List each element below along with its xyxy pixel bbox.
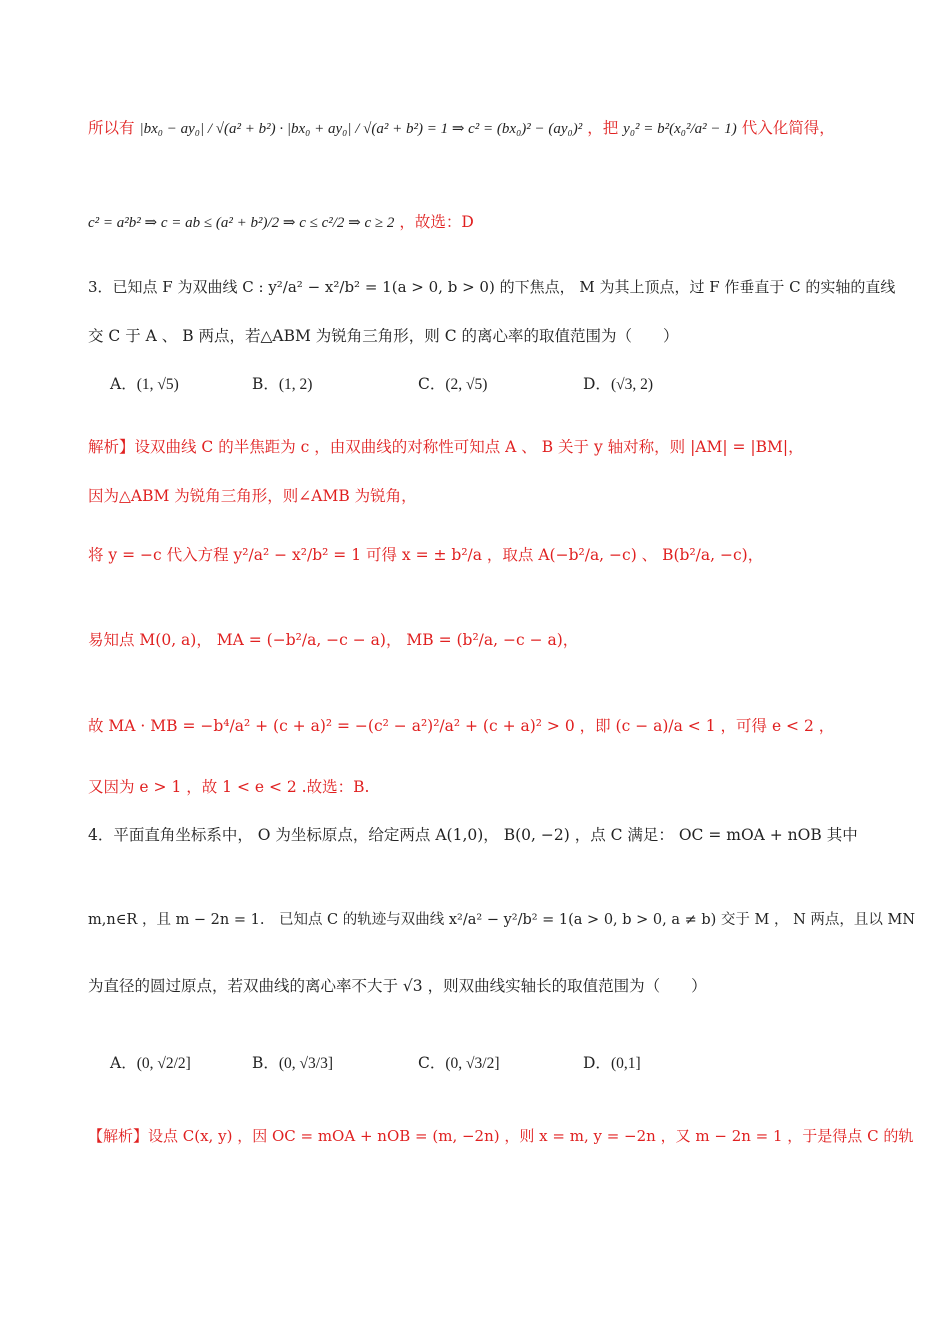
q3-stem-line1: 3．已知点 F 为双曲线 C : y²/a² − x²/b² = 1(a > 0, b > 0) 的下焦点， M 为其上顶点，过 F 作垂直于 C 的实轴的直线 <box>88 278 896 296</box>
q4-stem-line2: m,n∈R ，且 m − 2n = 1. 已知点 C 的轨迹与双曲线 x²/a² − y²/b² = 1(a > 0, b > 0, a ≠ b) 交于 M ， N 两点，且以 MN <box>88 912 916 928</box>
q4-option-d[interactable] <box>583 1051 641 1073</box>
p2-line2-formula: c² = a²b² ⇒ c = ab ≤ (a² + b²)/2 ⇒ c ≤ c²/2 ⇒ c ≥ 2 <box>88 215 395 231</box>
q3-option-b-label: B． <box>252 375 279 393</box>
p2-line1-formula: |bx₀ − ay₀| / √(a² + b²) · |bx₀ + ay₀| / √(a² + b²) = 1 ⇒ c² = (bx₀)² − (ay₀)² <box>139 121 583 137</box>
q4-option-a-value: (0, √2/2] <box>136 1055 191 1072</box>
q3-option-c-value: (2, √5) <box>445 376 488 393</box>
p2-line1-prefix: 所以有 <box>88 119 135 137</box>
q3-solution-line4: 易知点 M(0, a)， MA = (−b²/a, −c − a)， MB = (b²/a, −c − a)， <box>88 631 579 649</box>
q3-option-b-value: (1, 2) <box>278 376 313 393</box>
q3-option-d-value: (√3, 2) <box>610 376 654 393</box>
q4-option-c[interactable] <box>418 1051 500 1073</box>
q3-solution-line6: 又因为 e > 1 ，故 1 < e < 2 .故选：B. <box>88 778 370 796</box>
q3-option-a[interactable] <box>110 372 179 394</box>
q4-option-a[interactable] <box>110 1051 191 1073</box>
q3-option-c-label: C． <box>418 375 446 393</box>
q4-option-a-label: A． <box>110 1054 137 1072</box>
q4-stem-line1: 4．平面直角坐标系中， O 为坐标原点，给定两点 A(1,0)， B(0, −2) ，点 C 满足： OC = mOA + nOB 其中 <box>88 826 858 844</box>
q3-solution-line1: 解析】设双曲线 C 的半焦距为 c ，由双曲线的对称性可知点 A 、 B 关于 y 轴对称，则 |AM| = |BM|， <box>88 438 804 456</box>
q3-solution-line3: 将 y = −c 代入方程 y²/a² − x²/b² = 1 可得 x = ± b²/a ，取点 A(−b²/a, −c) 、 B(b²/a, −c)， <box>88 546 764 564</box>
q3-option-a-value: (1, √5) <box>136 376 179 393</box>
q3-option-b[interactable] <box>252 372 312 394</box>
q4-solution-line1: 【解析】设点 C(x, y) ，因 OC = mOA + nOB = (m, −2n) ，则 x = m, y = −2n ，又 m − 2n = 1 ，于是得点 C 的轨 <box>88 1127 914 1145</box>
q4-option-c-value: (0, √3/2] <box>445 1055 500 1072</box>
p2-line2-suffix: ，故选：D <box>399 213 474 231</box>
q4-stem-line3: 为直径的圆过原点，若双曲线的离心率不大于 √3 ，则双曲线实轴长的取值范围为（ ） <box>88 977 707 995</box>
q3-option-a-label: A． <box>110 375 137 393</box>
q4-option-b[interactable] <box>252 1051 333 1073</box>
q3-option-c[interactable] <box>418 372 487 394</box>
q4-option-b-label: B． <box>252 1054 279 1072</box>
q4-option-c-label: C． <box>418 1054 446 1072</box>
q4-option-b-value: (0, √3/3] <box>278 1055 334 1072</box>
p2-line1-formula2: y₀² = b²(x₀²/a² − 1) <box>623 121 737 137</box>
q3-solution-line2: 因为△ABM 为锐角三角形，则∠AMB 为锐角， <box>88 487 417 505</box>
q3-option-d-label: D． <box>583 375 611 393</box>
q4-option-d-value: (0,1] <box>610 1055 641 1072</box>
p2-line1 <box>88 118 835 139</box>
p2-line1-suffix: 代入化简得， <box>741 119 835 137</box>
p2-line1-mid: ，把 <box>587 119 619 137</box>
q3-stem-line2: 交 C 于 A 、 B 两点，若△ABM 为锐角三角形，则 C 的离心率的取值范围为（ ） <box>88 327 679 345</box>
q3-solution-line5: 故 MA · MB = −b⁴/a² + (c + a)² = −(c² − a²)²/a² + (c + a)² > 0 ，即 (c − a)/a < 1 ，可得 e < 2 ， <box>88 717 835 735</box>
q3-option-d[interactable] <box>583 372 653 394</box>
p2-line2 <box>88 212 474 233</box>
q4-option-d-label: D． <box>583 1054 611 1072</box>
